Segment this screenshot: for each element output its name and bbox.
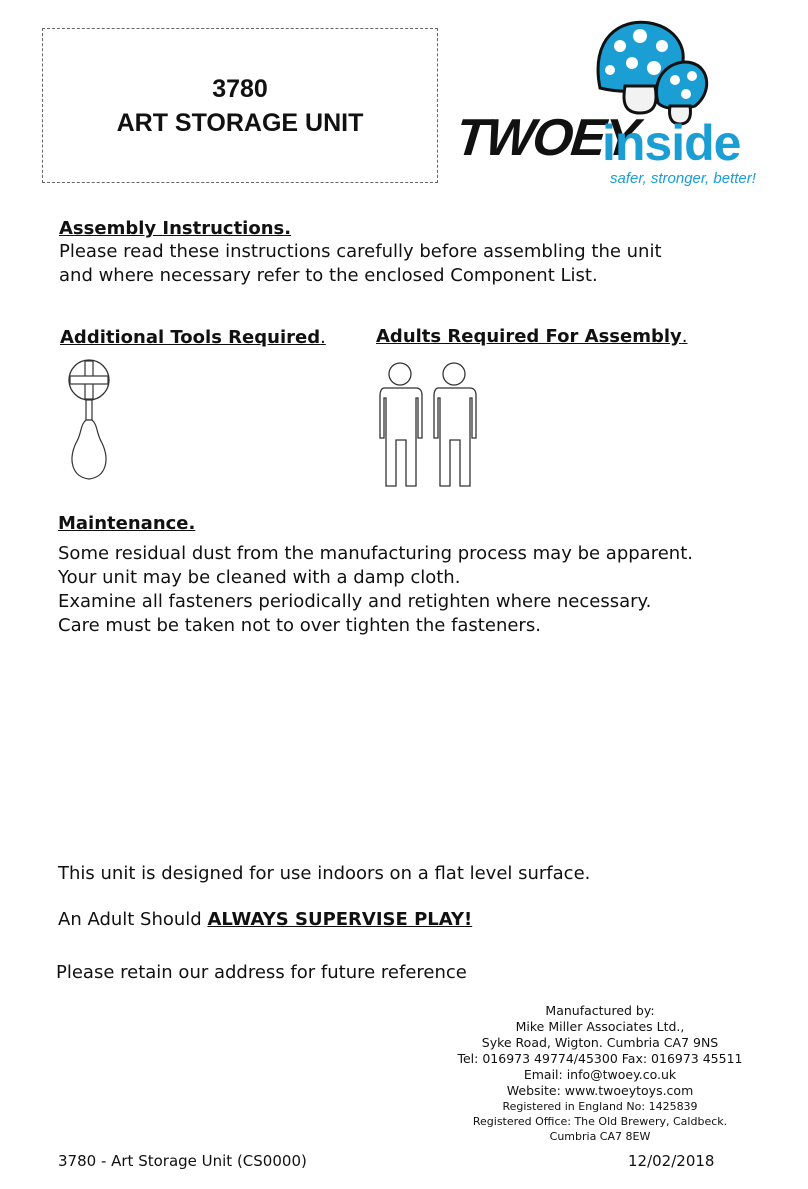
maintenance-text	[58, 542, 693, 638]
manufacturer-address	[430, 1003, 770, 1144]
assembly-text	[59, 240, 662, 288]
assembly-line: and where necessary refer to the enclosed Component List.	[59, 265, 598, 286]
supervision-note	[58, 908, 472, 932]
logo-tagline: safer, stronger, better!	[610, 170, 756, 187]
registration-line: Cumbria CA7 8EW	[549, 1130, 651, 1143]
adults-heading: Adults Required For Assembly.	[376, 326, 688, 347]
footer-date: 12/02/2018	[628, 1152, 715, 1170]
logo-word: inside	[602, 115, 741, 171]
address-line: Mike Miller Associates Ltd.,	[515, 1019, 685, 1034]
address-line: Syke Road, Wigton. Cumbria CA7 9NS	[481, 1035, 719, 1050]
title-box	[42, 28, 438, 183]
indoor-use-note: This unit is designed for use indoors on a flat level surface.	[58, 863, 591, 884]
registration-line: Registered in England No: 1425839	[502, 1100, 698, 1113]
maintenance-line: Care must be taken not to over tighten the fasteners.	[58, 615, 541, 636]
adults-heading-text: Adults Required For Assembly	[376, 326, 682, 347]
assembly-line: Please read these instructions carefully before assembling the unit	[59, 241, 662, 262]
product-code: 3780	[212, 74, 268, 103]
address-line: Manufactured by:	[545, 1003, 655, 1018]
logo-brand: TWOEY	[452, 109, 640, 167]
maintenance-line: Some residual dust from the manufacturing process may be apparent.	[58, 543, 693, 564]
maintenance-line: Examine all fasteners periodically and retighten where necessary.	[58, 591, 652, 612]
address-line: Website: www.twoeytoys.com	[506, 1083, 694, 1098]
screwdriver-icon	[60, 355, 120, 490]
product-name: ART STORAGE UNIT	[116, 108, 364, 137]
address-line: Email: info@twoey.co.uk	[523, 1067, 677, 1082]
footer-product-ref: 3780 - Art Storage Unit (CS0000)	[58, 1152, 307, 1170]
address-line: Tel: 016973 49774/45300 Fax: 016973 45511	[457, 1051, 743, 1066]
assembly-heading: Assembly Instructions.	[59, 218, 292, 239]
tools-heading-text: Additional Tools Required	[60, 327, 321, 348]
registration-line: Registered Office: The Old Brewery, Caldbeck.	[472, 1115, 728, 1128]
maintenance-line: Your unit may be cleaned with a damp cloth.	[58, 567, 461, 588]
supervision-emphasis: ALWAYS SUPERVISE PLAY!	[207, 909, 473, 930]
supervision-prefix: An Adult Should	[58, 909, 208, 930]
two-adults-icon	[374, 358, 484, 488]
tools-heading: Additional Tools Required.	[60, 327, 326, 348]
twoey-inside-logo	[450, 18, 780, 198]
retain-address-note: Please retain our address for future reference	[56, 962, 467, 983]
maintenance-heading: Maintenance.	[58, 513, 196, 534]
